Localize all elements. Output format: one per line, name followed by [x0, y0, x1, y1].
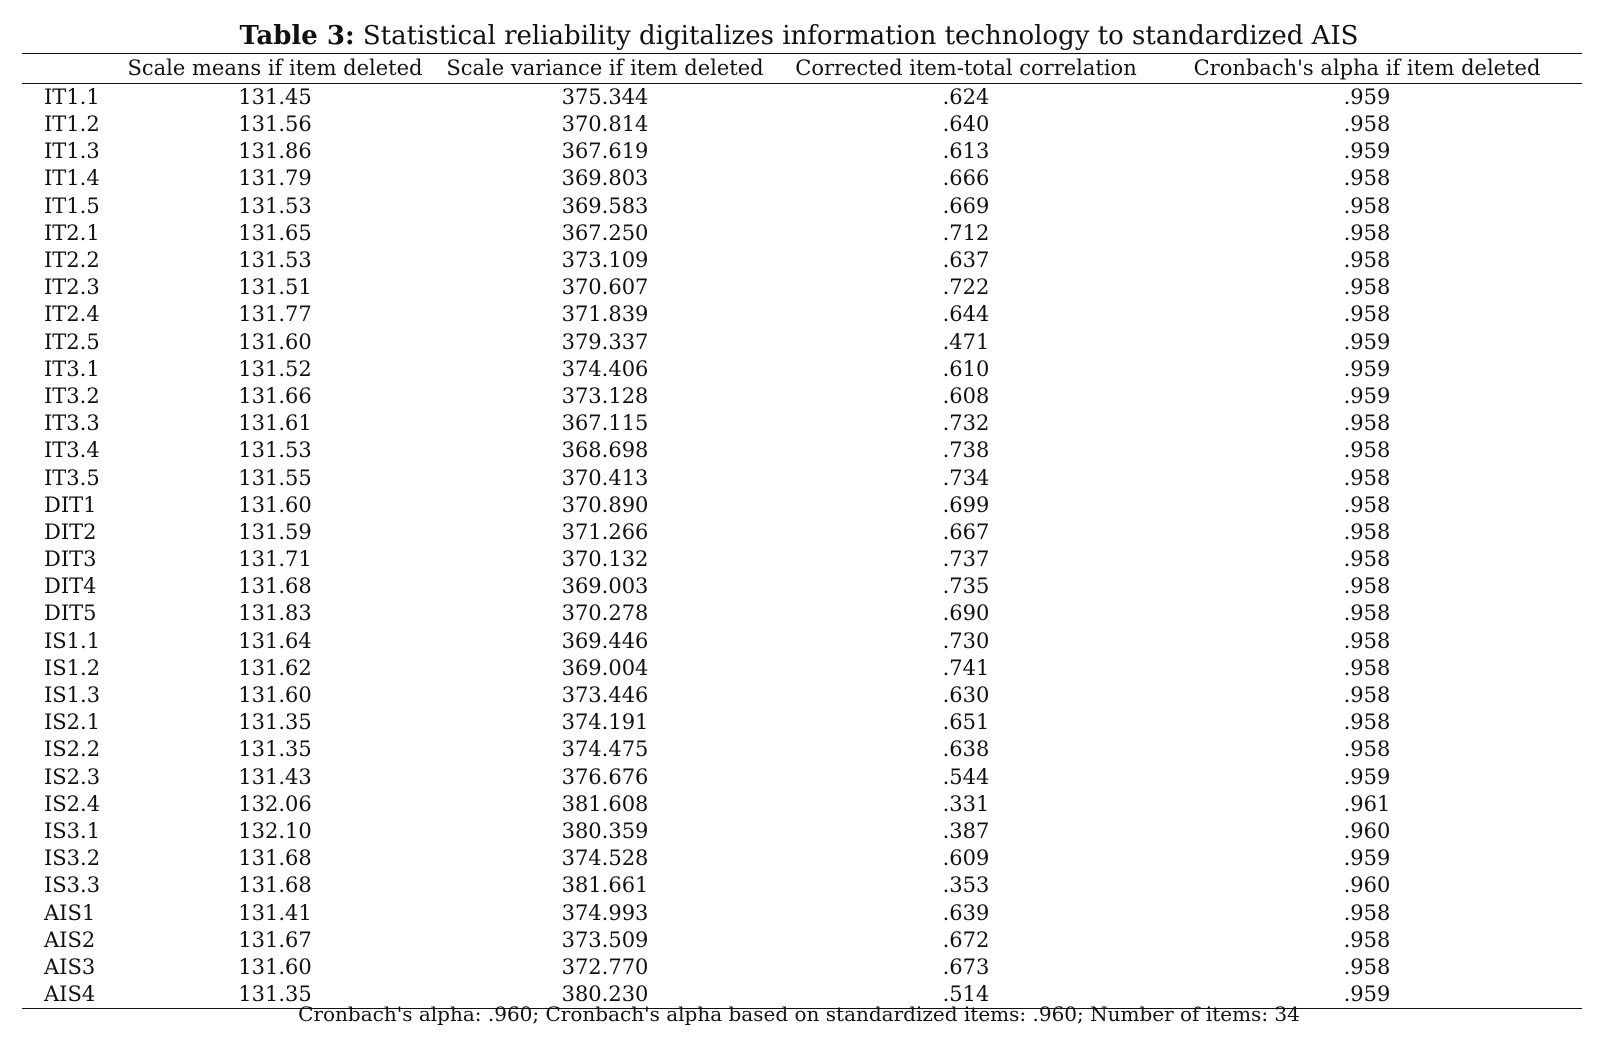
cell-scale-variance: 369.803: [561, 166, 649, 191]
reliability-table: [22, 53, 1582, 1009]
cell-scale-mean: 132.06: [238, 791, 312, 816]
cell-item-total-correlation: .669: [942, 193, 990, 218]
cell-scale-variance: 370.607: [561, 275, 649, 300]
cell-scale-mean: 131.45: [238, 85, 312, 109]
table-row: [22, 927, 1582, 954]
cell-alpha-if-deleted: .959: [1343, 356, 1391, 381]
cell-alpha-if-deleted: .958: [1343, 737, 1391, 762]
table-row: [22, 872, 1582, 899]
cell-scale-mean: 131.64: [238, 628, 312, 653]
cell-item-total-correlation: .610: [942, 356, 990, 381]
cell-item-label: AIS4: [22, 981, 120, 1009]
table-row: [22, 247, 1582, 274]
cell-scale-variance: 367.250: [561, 220, 649, 245]
cell-alpha-if-deleted: .961: [1343, 791, 1391, 816]
cell-item-total-correlation: .613: [942, 139, 990, 164]
cell-item-total-correlation: .387: [942, 818, 990, 843]
cell-scale-variance: 374.993: [561, 900, 649, 925]
cell-item-total-correlation: .331: [942, 791, 990, 816]
cell-item-total-correlation: .514: [780, 981, 1152, 1009]
cell-scale-variance: 381.661: [561, 873, 649, 898]
table-row: [22, 628, 1582, 655]
cell-item-label: IT1.3: [44, 139, 100, 164]
cell-scale-mean: 131.68: [238, 846, 312, 871]
cell-scale-mean: 131.61: [238, 411, 312, 436]
cell-item-label: IT1.2: [44, 112, 100, 137]
cell-alpha-if-deleted: .958: [1343, 275, 1391, 300]
cell-alpha-if-deleted: .958: [1343, 166, 1391, 191]
cell-scale-mean: 131.56: [238, 112, 312, 137]
table-row: [22, 818, 1582, 845]
cell-scale-mean: 131.60: [238, 329, 312, 354]
cell-item-label: DIT4: [44, 574, 97, 599]
cell-alpha-if-deleted: .958: [1343, 683, 1391, 708]
cell-scale-mean: 131.68: [238, 873, 312, 898]
cell-alpha-if-deleted: .959: [1343, 383, 1391, 408]
cell-alpha-if-deleted: .958: [1343, 519, 1391, 544]
cell-item-total-correlation: .666: [942, 166, 990, 191]
table-row: [22, 600, 1582, 627]
cell-scale-variance: 370.278: [561, 601, 649, 626]
cell-scale-mean: 131.86: [238, 139, 312, 164]
header-item-total-correlation: Corrected item-total correlation: [780, 54, 1152, 84]
cell-alpha-if-deleted: .958: [1343, 601, 1391, 626]
cell-item-total-correlation: .637: [942, 248, 990, 273]
cell-scale-mean: 131.53: [238, 193, 312, 218]
cell-scale-mean: 131.35: [238, 710, 312, 735]
cell-scale-variance: 367.619: [561, 139, 649, 164]
cell-scale-variance: 374.191: [561, 710, 649, 735]
cell-scale-mean: 131.60: [238, 683, 312, 708]
cell-item-label: IT1.1: [44, 85, 100, 109]
table-row: [22, 655, 1582, 682]
cell-scale-variance: 369.004: [561, 655, 649, 680]
cell-alpha-if-deleted: .959: [1343, 139, 1391, 164]
cell-item-label: IT3.3: [44, 411, 100, 436]
table-row: [22, 301, 1582, 328]
header-scale-means: Scale means if item deleted: [120, 54, 430, 84]
cell-scale-variance: 371.839: [561, 302, 649, 327]
table-row: [22, 165, 1582, 192]
cell-alpha-if-deleted: .958: [1343, 900, 1391, 925]
table-row: [22, 845, 1582, 872]
cell-item-label: IS1.2: [44, 655, 101, 680]
cell-scale-mean: 131.79: [238, 166, 312, 191]
cell-alpha-if-deleted: .958: [1343, 574, 1391, 599]
cell-item-total-correlation: .741: [942, 655, 990, 680]
cell-alpha-if-deleted: .959: [1343, 846, 1391, 871]
cell-item-label: AIS1: [44, 900, 96, 925]
cell-scale-mean: 131.41: [238, 900, 312, 925]
cell-scale-variance: 380.230: [430, 981, 780, 1009]
cell-scale-mean: 131.71: [238, 547, 312, 572]
cell-item-label: IS2.1: [44, 710, 101, 735]
cell-scale-variance: 374.475: [561, 737, 649, 762]
cell-scale-mean: 131.62: [238, 655, 312, 680]
table-row: [22, 573, 1582, 600]
table-row: [22, 437, 1582, 464]
header-row: [22, 54, 1582, 84]
cell-item-total-correlation: .544: [942, 764, 990, 789]
table-row: [22, 274, 1582, 301]
table-row: [22, 193, 1582, 220]
table-row: [22, 546, 1582, 573]
cell-item-total-correlation: .609: [942, 846, 990, 871]
cell-scale-variance: 374.528: [561, 846, 649, 871]
table-row: [22, 519, 1582, 546]
cell-item-label: IS3.2: [44, 846, 101, 871]
cell-item-total-correlation: .624: [942, 85, 990, 109]
cell-item-total-correlation: .640: [942, 112, 990, 137]
cell-scale-mean: 131.68: [238, 574, 312, 599]
cell-scale-variance: 375.344: [561, 85, 649, 109]
table-caption-text: Statistical reliability digitalizes information technology to standardized AIS: [362, 21, 1359, 51]
cell-scale-mean: 131.55: [238, 465, 312, 490]
cell-item-total-correlation: .712: [942, 220, 990, 245]
cell-item-label: IT2.3: [44, 275, 100, 300]
cell-item-label: IT2.4: [44, 302, 100, 327]
cell-item-total-correlation: .673: [942, 954, 990, 979]
cell-item-label: IS2.2: [44, 737, 101, 762]
cell-item-total-correlation: .471: [942, 329, 990, 354]
cell-alpha-if-deleted: .959: [1343, 764, 1391, 789]
cell-item-label: IT3.1: [44, 356, 100, 381]
cell-scale-variance: 367.115: [561, 411, 649, 436]
cell-scale-mean: 131.83: [238, 601, 312, 626]
cell-scale-variance: 376.676: [561, 764, 649, 789]
table-row: [22, 899, 1582, 926]
cell-alpha-if-deleted: .959: [1343, 329, 1391, 354]
header-alpha-if-deleted: Cronbach's alpha if item deleted: [1152, 54, 1582, 84]
cell-item-label: AIS2: [44, 927, 96, 952]
cell-scale-variance: 373.128: [561, 383, 649, 408]
cell-scale-mean: 131.60: [238, 954, 312, 979]
cell-alpha-if-deleted: .960: [1343, 873, 1391, 898]
cell-item-label: IT3.4: [44, 438, 100, 463]
cell-scale-variance: 372.770: [561, 954, 649, 979]
table-header: [22, 54, 1582, 84]
cell-item-total-correlation: .722: [942, 275, 990, 300]
table-row: [22, 791, 1582, 818]
cell-scale-mean: 131.53: [238, 248, 312, 273]
cell-item-label: IS3.3: [44, 873, 101, 898]
cell-scale-variance: 373.509: [561, 927, 649, 952]
table-row: [22, 329, 1582, 356]
cell-item-label: IS1.1: [44, 628, 101, 653]
table-row: [22, 138, 1582, 165]
header-scale-variance: Scale variance if item deleted: [430, 54, 780, 84]
cell-item-label: IS2.3: [44, 764, 101, 789]
cell-item-label: IT1.4: [44, 166, 100, 191]
cell-item-total-correlation: .608: [942, 383, 990, 408]
cell-alpha-if-deleted: .958: [1343, 954, 1391, 979]
cell-scale-variance: 371.266: [561, 519, 649, 544]
header-item: [22, 54, 120, 84]
cell-item-label: IT3.5: [44, 465, 100, 490]
cell-scale-mean: 131.51: [238, 275, 312, 300]
cell-scale-variance: 368.698: [561, 438, 649, 463]
cell-scale-variance: 373.109: [561, 248, 649, 273]
cell-alpha-if-deleted: .958: [1343, 547, 1391, 572]
cell-alpha-if-deleted: .958: [1343, 465, 1391, 490]
cell-item-total-correlation: .738: [942, 438, 990, 463]
cell-item-total-correlation: .690: [942, 601, 990, 626]
cell-alpha-if-deleted: .958: [1343, 411, 1391, 436]
cell-alpha-if-deleted: .958: [1343, 492, 1391, 517]
table-row: [22, 709, 1582, 736]
cell-scale-mean: 131.66: [238, 383, 312, 408]
cell-alpha-if-deleted: .958: [1343, 655, 1391, 680]
table-caption-label: Table 3:: [239, 21, 355, 51]
cell-item-label: AIS3: [44, 954, 96, 979]
cell-scale-mean: 131.59: [238, 519, 312, 544]
table-footnote: Cronbach's alpha: .960; Cronbach's alpha based on standardized items: .960; Number of items: 34: [298, 1002, 1300, 1026]
cell-scale-variance: 370.814: [561, 112, 649, 137]
cell-scale-variance: 374.406: [561, 356, 649, 381]
cell-item-total-correlation: .638: [942, 737, 990, 762]
table-row: [22, 410, 1582, 437]
table-row: [22, 954, 1582, 981]
cell-item-label: IS2.4: [44, 791, 101, 816]
cell-scale-mean: 132.10: [238, 818, 312, 843]
cell-item-label: IT2.5: [44, 329, 100, 354]
cell-scale-mean: 131.60: [238, 492, 312, 517]
cell-item-label: IT3.2: [44, 383, 100, 408]
cell-scale-mean: 131.53: [238, 438, 312, 463]
table-row: [22, 220, 1582, 247]
cell-scale-variance: 370.132: [561, 547, 649, 572]
cell-scale-variance: 379.337: [561, 329, 649, 354]
cell-scale-mean: 131.67: [238, 927, 312, 952]
cell-alpha-if-deleted: .958: [1343, 628, 1391, 653]
cell-item-total-correlation: .730: [942, 628, 990, 653]
cell-alpha-if-deleted: .960: [1343, 818, 1391, 843]
cell-item-label: DIT5: [44, 601, 97, 626]
cell-item-total-correlation: .630: [942, 683, 990, 708]
cell-scale-mean: 131.52: [238, 356, 312, 381]
cell-scale-mean: 131.65: [238, 220, 312, 245]
cell-item-total-correlation: .672: [942, 927, 990, 952]
cell-item-label: IS3.1: [44, 818, 101, 843]
cell-scale-mean: 131.35: [238, 737, 312, 762]
cell-alpha-if-deleted: .958: [1343, 438, 1391, 463]
cell-scale-mean: 131.43: [238, 764, 312, 789]
cell-scale-variance: 370.890: [561, 492, 649, 517]
table-row: [22, 764, 1582, 791]
cell-item-label: IT2.2: [44, 248, 100, 273]
table-row: [22, 84, 1582, 112]
cell-scale-mean: 131.35: [120, 981, 430, 1009]
table-row: [22, 111, 1582, 138]
table-row: [22, 383, 1582, 410]
table-row: [22, 736, 1582, 763]
table-caption: [0, 20, 1598, 52]
cell-alpha-if-deleted: .958: [1343, 248, 1391, 273]
cell-scale-mean: 131.77: [238, 302, 312, 327]
cell-item-total-correlation: .735: [942, 574, 990, 599]
cell-item-label: DIT2: [44, 519, 97, 544]
cell-alpha-if-deleted: .959: [1343, 85, 1391, 109]
cell-scale-variance: 369.003: [561, 574, 649, 599]
cell-item-total-correlation: .667: [942, 519, 990, 544]
cell-item-total-correlation: .737: [942, 547, 990, 572]
table-row: [22, 682, 1582, 709]
cell-scale-variance: 369.446: [561, 628, 649, 653]
cell-alpha-if-deleted: .958: [1343, 927, 1391, 952]
cell-scale-variance: 370.413: [561, 465, 649, 490]
cell-item-total-correlation: .734: [942, 465, 990, 490]
table-row: [22, 464, 1582, 491]
cell-item-total-correlation: .639: [942, 900, 990, 925]
cell-item-label: DIT3: [44, 547, 97, 572]
table-row: [22, 492, 1582, 519]
cell-alpha-if-deleted: .958: [1343, 220, 1391, 245]
cell-item-total-correlation: .699: [942, 492, 990, 517]
cell-item-label: IT1.5: [44, 193, 100, 218]
cell-item-total-correlation: .353: [942, 873, 990, 898]
cell-alpha-if-deleted: .958: [1343, 112, 1391, 137]
cell-item-total-correlation: .651: [942, 710, 990, 735]
cell-scale-variance: 369.583: [561, 193, 649, 218]
table-body: [22, 84, 1582, 1009]
cell-scale-variance: 380.359: [561, 818, 649, 843]
cell-item-label: DIT1: [44, 492, 97, 517]
cell-alpha-if-deleted: .958: [1343, 193, 1391, 218]
cell-alpha-if-deleted: .958: [1343, 710, 1391, 735]
cell-alpha-if-deleted: .958: [1343, 302, 1391, 327]
cell-item-label: IT2.1: [44, 220, 100, 245]
table-row: [22, 356, 1582, 383]
cell-scale-variance: 373.446: [561, 683, 649, 708]
cell-item-label: IS1.3: [44, 683, 101, 708]
cell-item-total-correlation: .644: [942, 302, 990, 327]
cell-item-total-correlation: .732: [942, 411, 990, 436]
cell-alpha-if-deleted: .959: [1152, 981, 1582, 1009]
cell-scale-variance: 381.608: [561, 791, 649, 816]
